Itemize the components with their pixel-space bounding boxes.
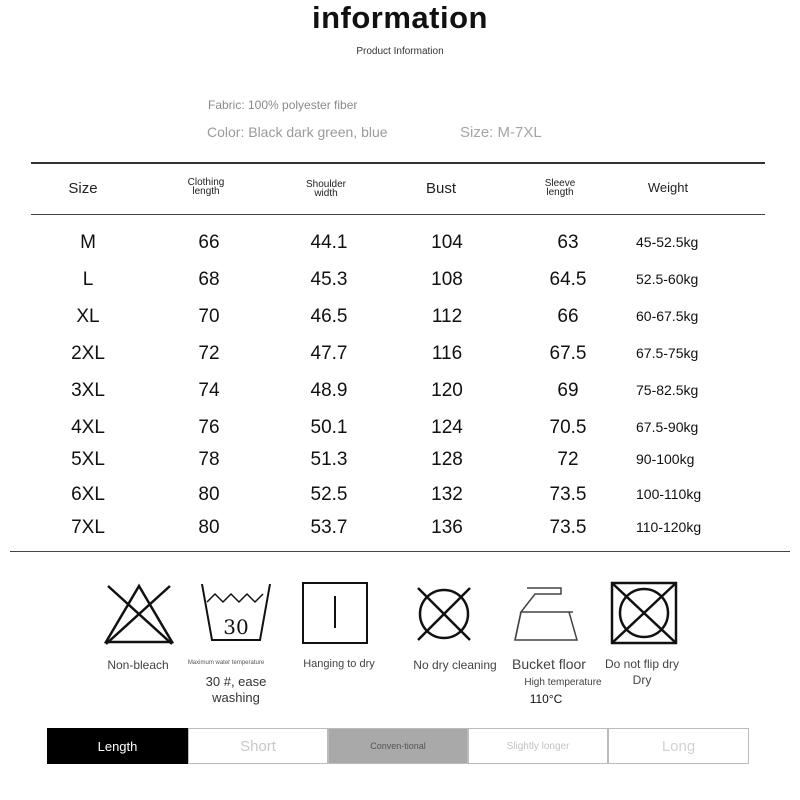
- col-bust-header: Bust: [425, 180, 456, 197]
- row-6-bust: 128: [431, 449, 463, 470]
- col-size-header: Size: [68, 180, 98, 197]
- no-tumble-dry-icon: [610, 581, 678, 645]
- iron-icon: [513, 582, 581, 644]
- row-6-weight: 90-100kg: [636, 451, 695, 467]
- row-8-shoulder-width: 53.7: [310, 517, 348, 538]
- col-clothing-length-header: Clothing length: [187, 177, 225, 197]
- iron-label: Bucket floor: [512, 656, 586, 672]
- row-4-bust: 120: [431, 380, 463, 401]
- row-0-shoulder-width: 44.1: [310, 232, 348, 253]
- row-5-bust: 124: [431, 417, 463, 438]
- no-dry-clean-label: No dry cleaning: [413, 658, 497, 672]
- row-7-shoulder-width: 52.5: [310, 484, 348, 505]
- length-option-slightly-longer: Slightly longer: [468, 728, 608, 764]
- row-0-bust: 104: [431, 232, 463, 253]
- col-sleeve-length-header: Sleeve length: [544, 178, 576, 198]
- wash-label: 30 #, ease washing: [205, 674, 267, 705]
- row-0-size: M: [80, 232, 96, 253]
- row-1-clothing-length: 68: [198, 269, 220, 290]
- row-2-size: XL: [76, 306, 100, 327]
- row-5-sleeve-length: 70.5: [549, 417, 587, 438]
- size-range-info: Size: M-7XL: [460, 124, 542, 141]
- col-weight-header: Weight: [647, 180, 689, 195]
- row-5-shoulder-width: 50.1: [310, 417, 348, 438]
- row-3-weight: 67.5-75kg: [636, 345, 699, 361]
- wash-caption: Maximum water temperature: [187, 660, 265, 666]
- row-2-sleeve-length: 66: [557, 306, 579, 327]
- table-header-rule: [31, 214, 765, 215]
- length-option-short: Short: [188, 728, 328, 764]
- row-1-bust: 108: [431, 269, 463, 290]
- row-8-sleeve-length: 73.5: [549, 517, 587, 538]
- length-scale-title: Length: [47, 728, 188, 764]
- row-7-weight: 100-110kg: [636, 486, 702, 502]
- fabric-info: Fabric: 100% polyester fiber: [208, 98, 358, 112]
- row-7-size: 6XL: [71, 484, 105, 505]
- row-2-shoulder-width: 46.5: [310, 306, 348, 327]
- no-dry-clean-icon: [412, 582, 476, 646]
- non-bleach-label: Non-bleach: [107, 658, 169, 672]
- no-bleach-icon: [102, 580, 176, 646]
- row-8-size: 7XL: [71, 517, 105, 538]
- page-subtitle: Product Information: [356, 46, 444, 57]
- wash-30-icon: [198, 580, 274, 648]
- row-2-clothing-length: 70: [198, 306, 220, 327]
- row-4-shoulder-width: 48.9: [310, 380, 348, 401]
- row-5-weight: 67.5-90kg: [636, 419, 699, 435]
- row-2-bust: 112: [431, 306, 463, 327]
- table-top-rule: [31, 162, 765, 164]
- row-0-clothing-length: 66: [198, 232, 220, 253]
- iron-sub-label: High temperature: [524, 677, 602, 688]
- row-4-clothing-length: 74: [198, 380, 220, 401]
- length-option-conventional: Conven-tional: [328, 728, 468, 764]
- row-3-sleeve-length: 67.5: [549, 343, 587, 364]
- page-title: information: [312, 0, 488, 35]
- row-1-weight: 52.5-60kg: [636, 271, 699, 287]
- row-2-weight: 60-67.5kg: [636, 308, 699, 324]
- row-1-sleeve-length: 64.5: [549, 269, 587, 290]
- iron-temp-label: 110°C: [529, 692, 563, 706]
- row-0-sleeve-length: 63: [557, 232, 579, 253]
- row-1-shoulder-width: 45.3: [310, 269, 348, 290]
- row-3-size: 2XL: [71, 343, 105, 364]
- table-bottom-rule: [10, 551, 790, 552]
- row-7-clothing-length: 80: [198, 484, 220, 505]
- row-5-clothing-length: 76: [198, 417, 220, 438]
- row-4-weight: 75-82.5kg: [636, 382, 699, 398]
- row-3-clothing-length: 72: [198, 343, 220, 364]
- row-6-shoulder-width: 51.3: [310, 449, 348, 470]
- row-8-clothing-length: 80: [198, 517, 220, 538]
- row-0-weight: 45-52.5kg: [636, 234, 699, 250]
- row-4-sleeve-length: 69: [557, 380, 579, 401]
- row-6-sleeve-length: 72: [557, 449, 579, 470]
- color-info: Color: Black dark green, blue: [207, 124, 388, 140]
- row-8-bust: 136: [431, 517, 463, 538]
- row-3-bust: 116: [431, 343, 463, 364]
- row-6-size: 5XL: [71, 449, 105, 470]
- row-1-size: L: [82, 269, 94, 290]
- row-6-clothing-length: 78: [198, 449, 220, 470]
- row-7-bust: 132: [431, 484, 463, 505]
- no-tumble-label: Do not flip dry Dry: [604, 657, 680, 687]
- length-option-long: Long: [608, 728, 749, 764]
- col-shoulder-width-header: Shoulder width: [305, 179, 347, 199]
- hanging-dry-label: Hanging to dry: [303, 658, 375, 670]
- hang-dry-icon: [302, 582, 368, 644]
- row-7-sleeve-length: 73.5: [549, 484, 587, 505]
- row-3-shoulder-width: 47.7: [310, 343, 348, 364]
- wash-temp-text: 30: [223, 615, 249, 639]
- row-5-size: 4XL: [71, 417, 105, 438]
- row-4-size: 3XL: [71, 380, 105, 401]
- row-8-weight: 110-120kg: [636, 519, 702, 535]
